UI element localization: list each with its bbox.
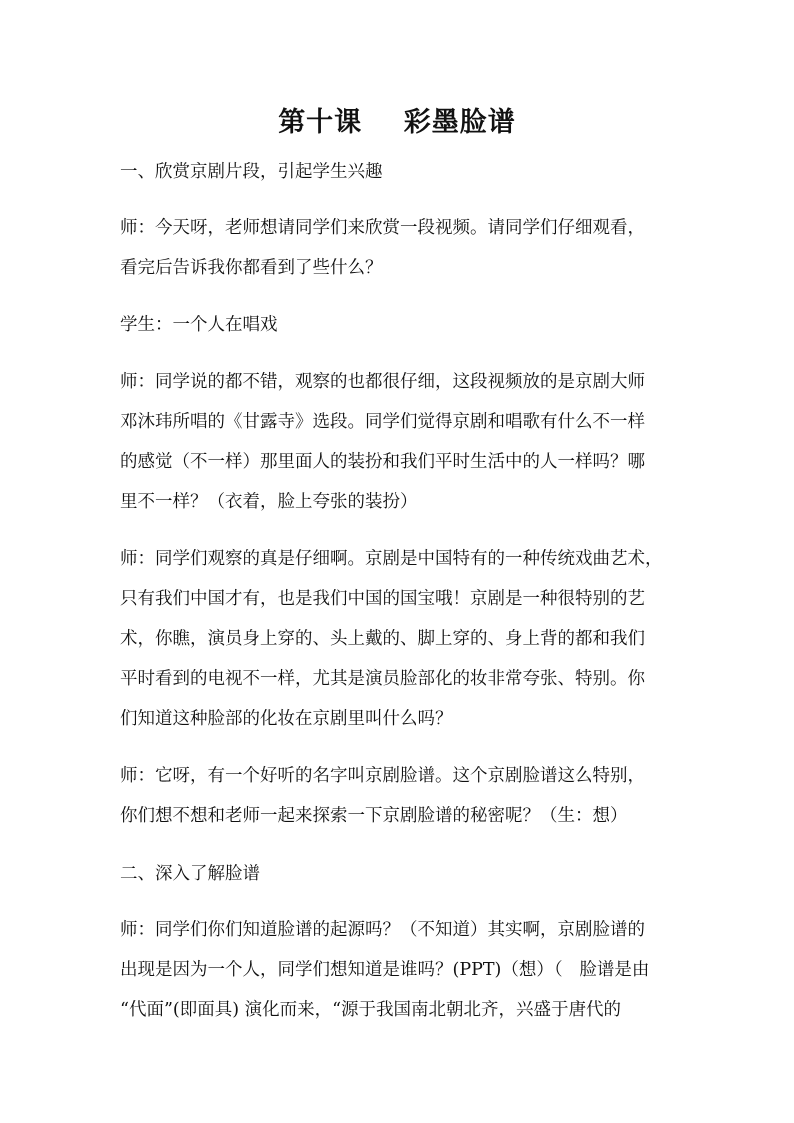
page-title: 第十课 彩墨脸谱 xyxy=(278,107,516,138)
paragraph-line: “代面”(即面具) 演化而来，“源于我国南北朝北齐，兴盛于唐代的 xyxy=(120,1000,622,1020)
paragraph-line: 师：它呀，有一个好听的名字叫京剧脸谱。这个京剧脸谱这么特别， xyxy=(120,766,645,786)
paragraph-line: 学生：一个人在唱戏 xyxy=(120,315,278,335)
paragraph-line: 你们想不想和老师一起来探索一下京剧脸谱的秘密呢？（生：想） xyxy=(120,806,628,826)
paragraph-line: 师：同学说的都不错，观察的也都很仔细，这段视频放的是京剧大师 xyxy=(120,372,645,392)
paragraph-line: 师：同学们你们知道脸谱的起源吗？（不知道）其实啊，京剧脸谱的 xyxy=(120,920,645,940)
paragraph-line: 术，你瞧，演员身上穿的、头上戴的、脚上穿的、身上背的都和我们 xyxy=(120,629,645,649)
paragraph-line: 师：今天呀，老师想请同学们来欣赏一段视频。请同学们仔细观看， xyxy=(120,218,645,238)
paragraph-line: 看完后告诉我你都看到了些什么？ xyxy=(120,258,383,278)
section-heading-1: 一、欣赏京剧片段，引起学生兴趣 xyxy=(120,162,383,182)
paragraph-line: 的感觉（不一样）那里面人的装扮和我们平时生活中的人一样吗？哪 xyxy=(120,452,645,472)
section-heading-2: 二、深入了解脸谱 xyxy=(120,864,260,884)
paragraph-line: 只有我们中国才有，也是我们中国的国宝哦！京剧是一种很特别的艺 xyxy=(120,589,645,609)
paragraph-line: 里不一样？（衣着，脸上夸张的装扮） xyxy=(120,492,418,512)
paragraph-line: 平时看到的电视不一样，尤其是演员脸部化的妆非常夸张、特别。你 xyxy=(120,669,645,689)
paragraph-line: 邓沐玮所唱的《甘露寺》选段。同学们觉得京剧和唱歌有什么不一样 xyxy=(120,412,645,432)
paragraph-line: 出现是因为一个人，同学们想知道是谁吗？(PPT)（想）（ 脸谱是由 xyxy=(120,960,650,980)
paragraph-line: 们知道这种脸部的化妆在京剧里叫什么吗？ xyxy=(120,709,453,729)
paragraph-line: 师：同学们观察的真是仔细啊。京剧是中国特有的一种传统戏曲艺术， xyxy=(120,549,663,569)
